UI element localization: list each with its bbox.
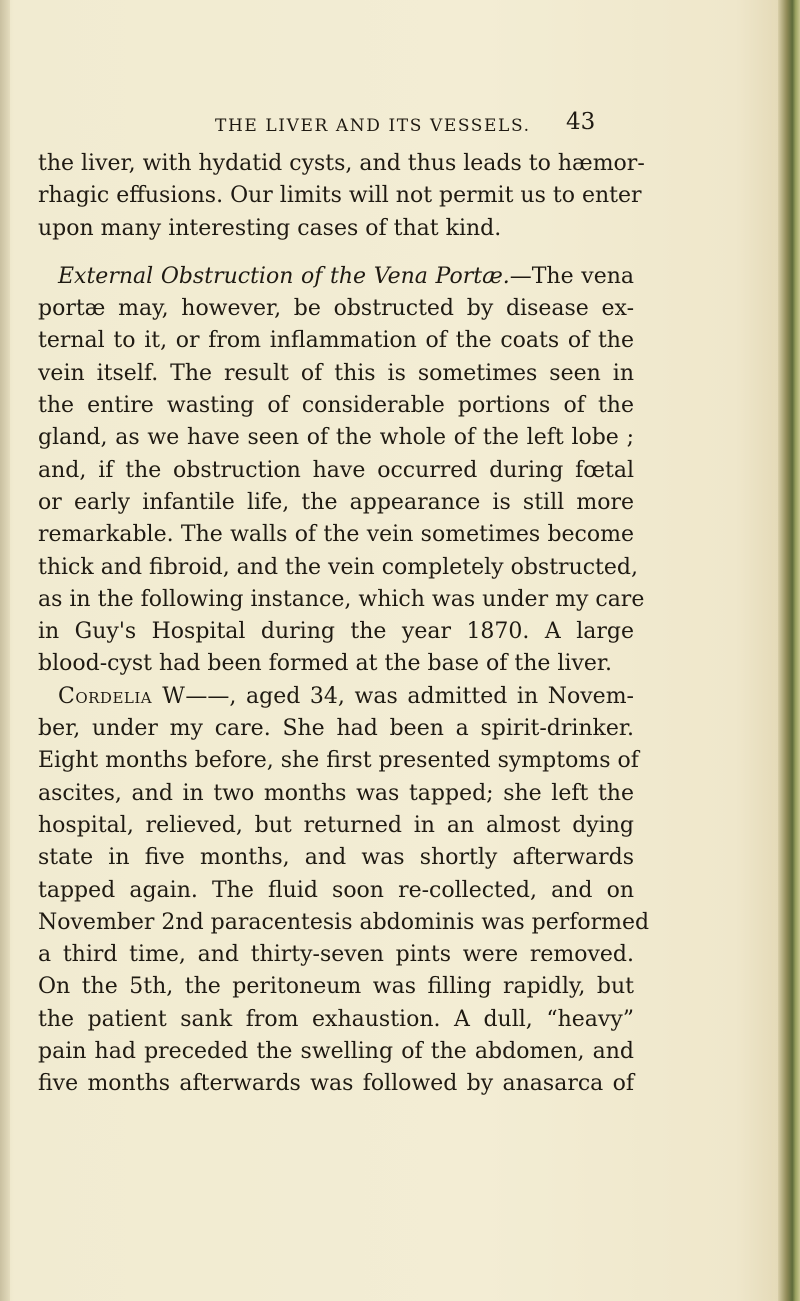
paragraph-3-line: a third time, and thirty-seven pints were removed. — [38, 942, 634, 968]
paragraph-3-line: November 2nd paracentesis abdominis was performed — [38, 909, 650, 935]
running-title: THE LIVER AND ITS VESSELS. — [215, 116, 531, 136]
page-number: 43 — [566, 109, 596, 135]
paragraph-3-line: tapped again. The fluid soon re-collected, and on — [38, 877, 634, 903]
paragraph-2-line: and, if the obstruction have occurred during fœtal — [38, 457, 634, 483]
paragraph-3-line: the patient sank from exhaustion. A dull, “heavy” — [38, 1006, 634, 1032]
paragraph-3-line: Eight months before, she first presented symptoms of — [38, 748, 639, 774]
paragraph-3-line: hospital, relieved, but returned in an almost dying — [38, 812, 634, 838]
paragraph-3-first-line-text: , aged 34, was admitted in Novem- — [229, 683, 634, 709]
paragraph-1-line: the liver, with hydatid cysts, and thus leads to hæmor- — [38, 151, 645, 176]
paragraph-3-line: pain had preceded the swelling of the abdomen, and — [38, 1039, 634, 1065]
paragraph-2-line: the entire wasting of considerable portions of the — [38, 393, 634, 419]
paragraph-2-first-line-text: —The vena — [509, 263, 634, 289]
page-edge-binding — [778, 0, 800, 1301]
paragraph-3-line: On the 5th, the peritoneum was filling rapidly, but — [38, 974, 634, 1000]
paragraph-2-line: or early infantile life, the appearance is still more — [38, 489, 634, 515]
paragraph-3-line: five months afterwards was followed by anasarca of — [38, 1071, 634, 1097]
paragraph-2-line: blood-cyst had been formed at the base of the liver. — [38, 651, 612, 677]
paragraph-1-line: upon many interesting cases of that kind. — [38, 215, 502, 241]
paragraph-2-line: vein itself. The result of this is sometimes seen in — [38, 360, 634, 386]
paragraph-3-line: ber, under my care. She had been a spirit-drinker. — [38, 716, 634, 742]
running-head — [0, 109, 800, 146]
paragraph-2-line: ternal to it, or from inflammation of the coats of the — [38, 328, 634, 354]
paragraph-3-line: state in five months, and was shortly afterwards — [38, 845, 634, 871]
paragraph-2-line: thick and fibroid, and the vein completely obstructed, — [38, 554, 638, 580]
paragraph-2-line: as in the following instance, which was under my care — [38, 586, 645, 612]
name-dash: —— — [185, 683, 230, 709]
paragraph-2-line: in Guy's Hospital during the year 1870. A large — [38, 619, 634, 645]
paragraph-2-line: portæ may, however, be obstructed by disease ex- — [38, 296, 634, 322]
section-heading: External Obstruction of the Vena Portæ. — [58, 263, 510, 289]
paragraph-2-line: gland, as we have seen of the whole of the left lobe ; — [38, 425, 634, 451]
paragraph-3-first-line — [38, 681, 634, 713]
paragraph-1-line: rhagic effusions. Our limits will not permit us to enter — [38, 183, 642, 209]
body-text — [38, 148, 650, 1101]
paragraph-2-first-line — [38, 261, 634, 293]
paragraph-2-line: remarkable. The walls of the vein sometimes become — [38, 522, 634, 548]
paragraph-3-line: ascites, and in two months was tapped; she left the — [38, 780, 634, 806]
page-gutter-shadow — [0, 0, 10, 1301]
patient-name: Cordelia W — [58, 683, 186, 709]
paragraph-spacer — [38, 245, 634, 261]
